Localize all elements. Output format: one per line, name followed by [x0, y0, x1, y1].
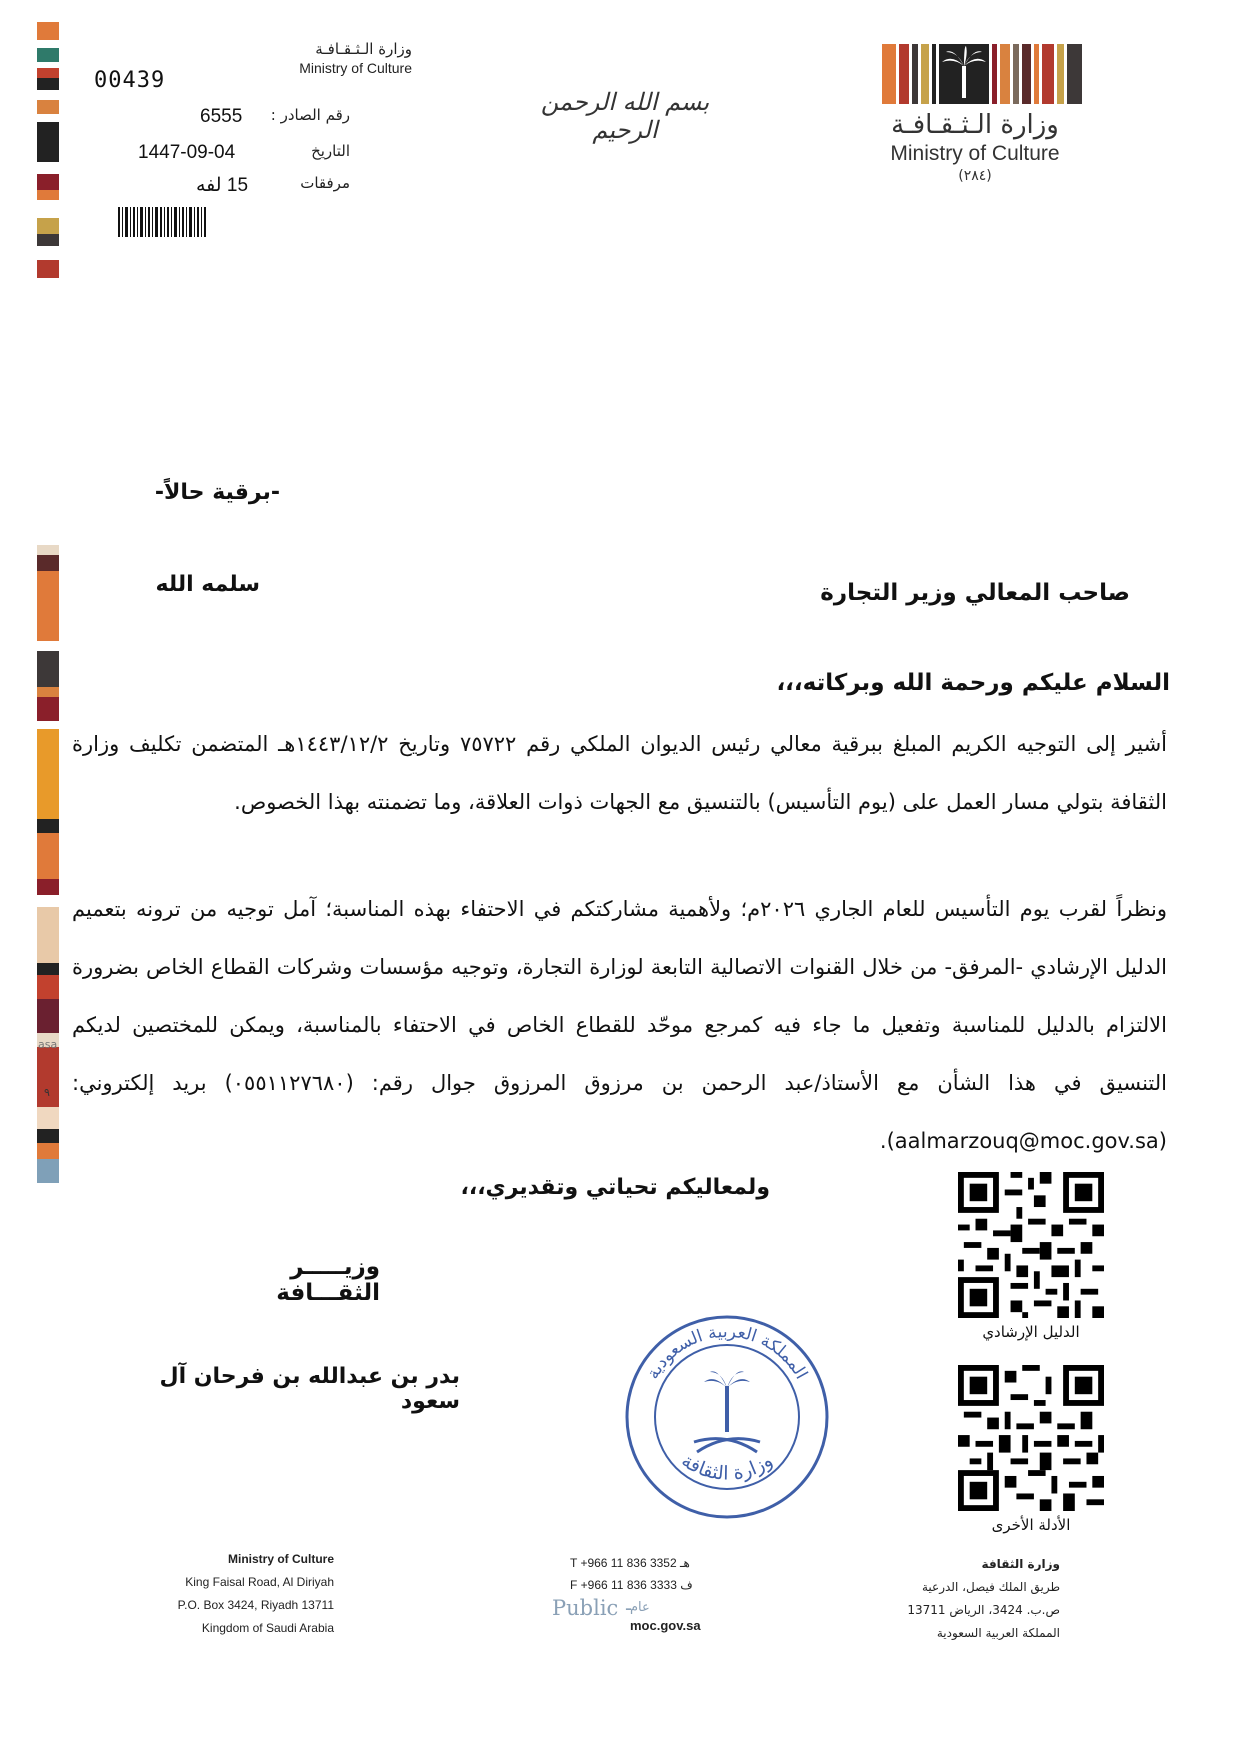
outgoing-number-label: رقم الصادر :: [270, 106, 350, 124]
footer-ar-name: وزارة الثقافة: [981, 1557, 1060, 1571]
footer-en-line1: King Faisal Road, Al Diriyah: [185, 1575, 334, 1589]
footer-address-en: [150, 1548, 334, 1640]
paragraph-2: ونظراً لقرب يوم التأسيس للعام الجاري ٢٠٢٦م؛ ولأهمية مشاركتكم في الاحتفاء بهذه المناسبة؛ آمل توجيه من ترونه بتعميم الدليل الإرشادي -المرفق- من خلال القنوات الاتصالية التابعة لوزارة التجارة، وتوجيه مؤسسات وشركات القطاع الخاص بضرورة الالتزام بالدليل للمناسبة وتفعيل ما جاء فيه كمرجع موحّد للقطاع الخاص في الاحتفاء بالمناسبة، ويمكن للمختصين لديكم التنسيق في هذا الشأن مع الأستاذ/عبد الرحمن بن مرزوق المرزوق جوال رقم: (٠٥٥١١٢٧٦٨٠) بريد إلكتروني: (aalmarzouq@moc.gov.sa).: [72, 897, 1167, 1153]
logo-number: (٢٨٤): [958, 168, 992, 184]
ministry-name-en-small: Ministry of Culture: [299, 60, 412, 76]
ministry-name-ar-small: وزارة الـثـقـافـة: [315, 40, 412, 58]
footer-ar-line1: طريق الملك فيصل، الدرعية: [922, 1580, 1060, 1594]
date-value: 1447-09-04: [138, 142, 236, 163]
footer-website: moc.gov.sa: [630, 1618, 701, 1633]
signer-name: بدر بن عبدالله بن فرحان آل سعود: [159, 1364, 460, 1414]
date-label: التاريخ: [311, 142, 350, 160]
logo-name-ar: وزارة الـثـقـافـة: [891, 110, 1059, 140]
decorative-strip-top: [37, 22, 59, 278]
urgent-telegram-label: -برقية حالاً-: [154, 480, 280, 505]
official-stamp: [622, 1312, 832, 1522]
footer-phone: T +966 11 836 3352 هـ: [570, 1556, 690, 1570]
stamp-top-text: المملكة العربية السعودية: [642, 1321, 812, 1383]
attachments-label: مرفقات: [300, 174, 350, 192]
footer-en-name: Ministry of Culture: [227, 1552, 334, 1566]
qr-other-label: الأدلة الأخرى: [991, 1516, 1071, 1534]
qr-guide-label: الدليل الإرشادي: [982, 1323, 1080, 1341]
footer-en-line2: P.O. Box 3424, Riyadh 13711: [177, 1598, 334, 1612]
classification-label-ar: عام: [630, 1600, 650, 1615]
footer-ar-line2: ص.ب. 3424، الرياض 13711: [907, 1603, 1060, 1617]
side-label: asa: [38, 1038, 58, 1051]
greeting: السلام عليكم ورحمة الله وبركاته،،،: [776, 670, 1170, 696]
svg-text:المملكة العربية السعودية: [643, 1322, 811, 1383]
attachments-value: 15 لفه: [196, 175, 249, 196]
stamp-bottom-text: وزارة الثقافة: [677, 1449, 777, 1485]
footer-fax: F +966 11 836 3333 ف: [570, 1578, 693, 1592]
attachments-row: [120, 174, 350, 200]
signer-title: وزيـــــر الثقـــافة: [276, 1254, 380, 1306]
footer-address-ar: [880, 1553, 1060, 1645]
closing: ولمعاليكم تحياتي وتقديري،،،: [460, 1175, 770, 1200]
footer-contact: [570, 1552, 710, 1596]
basmala: بسم الله الرحمن الرحيم: [540, 88, 710, 144]
document-serial: 00439: [94, 68, 166, 93]
footer-ar-line3: المملكة العربية السعودية: [936, 1626, 1060, 1640]
recipient-honorific: سلمه الله: [155, 572, 260, 597]
outgoing-number-value: 6555: [200, 106, 243, 127]
outgoing-number-row: [120, 106, 350, 132]
barcode: [118, 207, 206, 237]
qr-code-guide[interactable]: [958, 1172, 1104, 1318]
logo-name-en: Ministry of Culture: [890, 142, 1060, 165]
classification-label: Public -: [552, 1596, 633, 1620]
side-number: ٩: [44, 1086, 50, 1099]
qr-code-other-guides[interactable]: [958, 1365, 1104, 1511]
footer-en-line3: Kingdom of Saudi Arabia: [201, 1621, 334, 1635]
date-row: [120, 142, 350, 168]
ministry-logo-icon: [882, 44, 1082, 104]
recipient: صاحب المعالي وزير التجارة: [820, 580, 1130, 606]
paragraph-1: أشير إلى التوجيه الكريم المبلغ ببرقية معالي رئيس الديوان الملكي رقم ٧٥٧٢٢ وتاريخ ١٤٤٣/١٢/٢هـ المتضمن تكليف وزارة الثقافة بتولي مسار العمل على (يوم التأسيس) بالتنسيق مع الجهات ذوات العلاقة، وما تضمنته بهذا الخصوص.: [72, 732, 1168, 814]
